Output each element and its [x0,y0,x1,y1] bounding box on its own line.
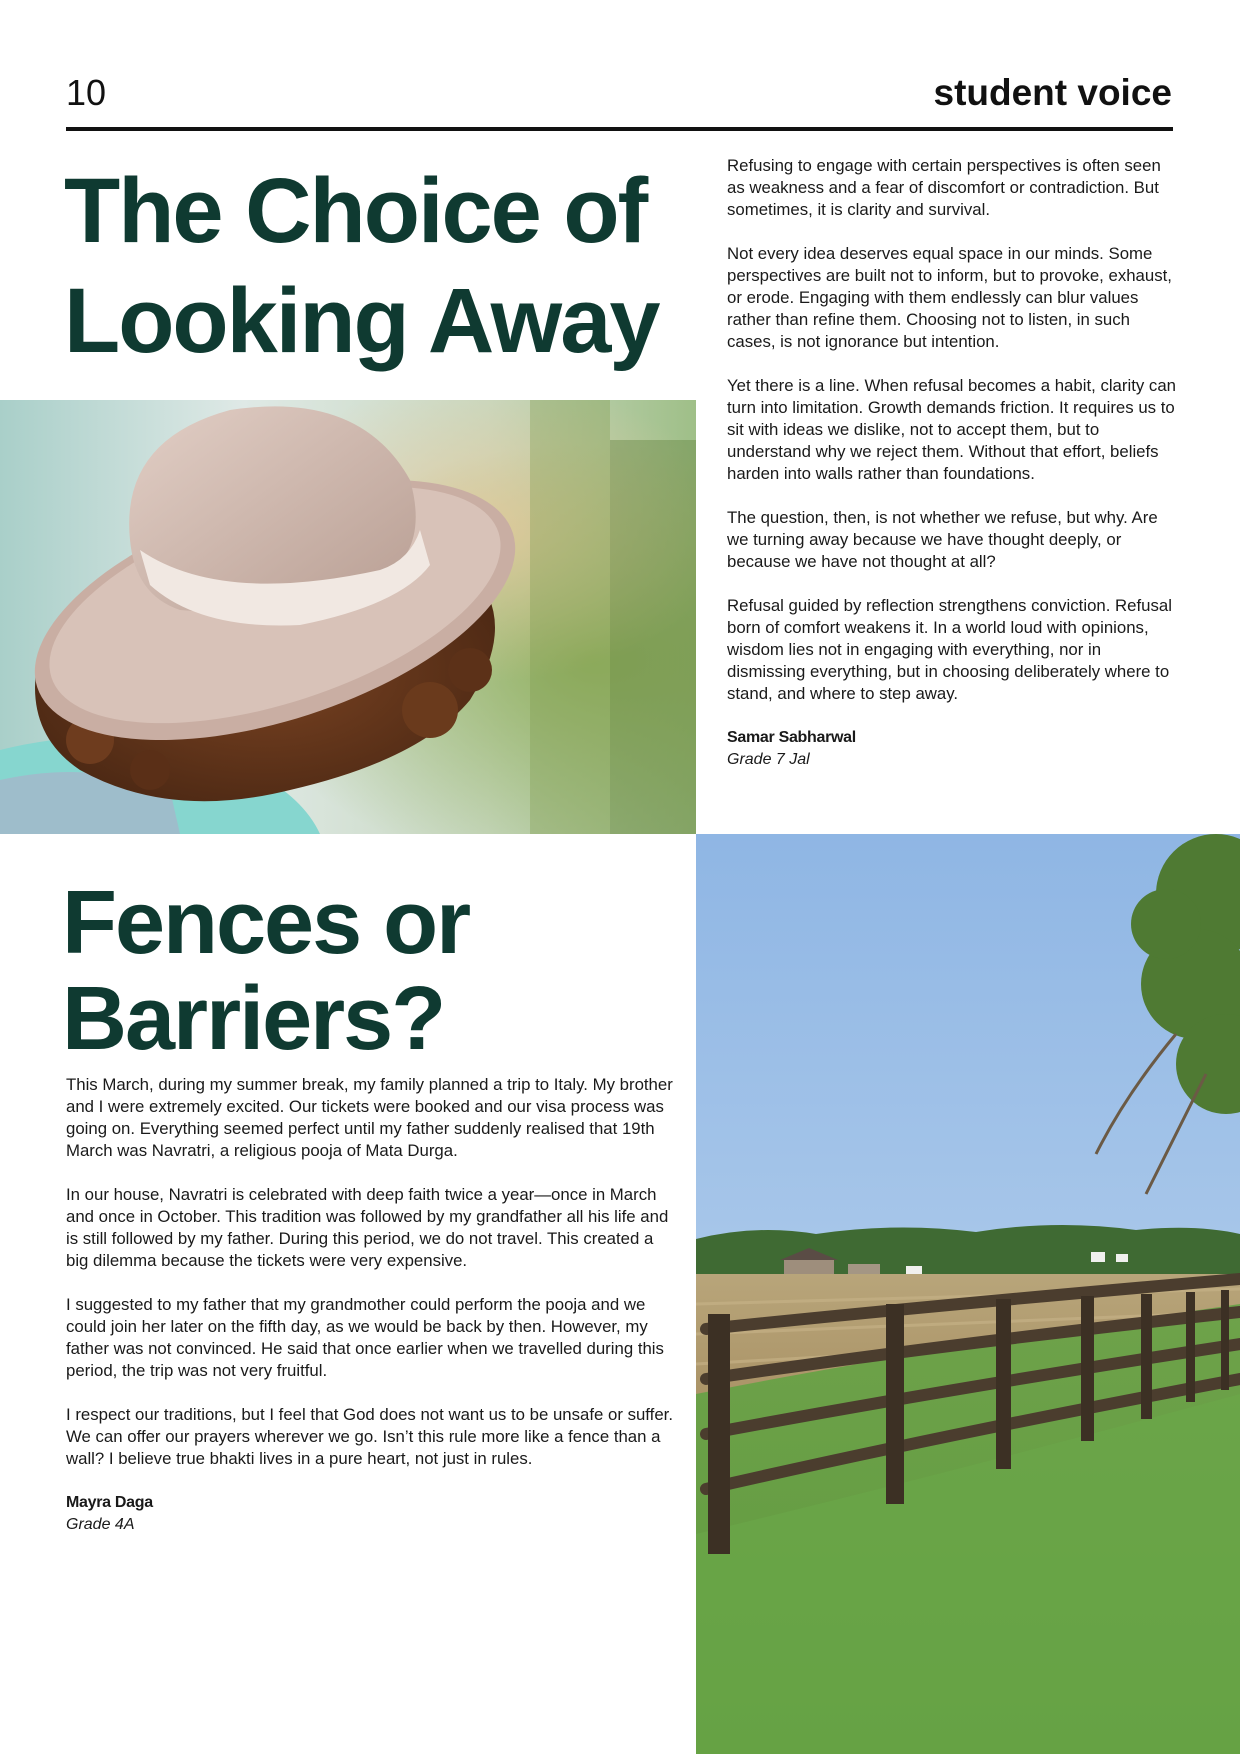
body-paragraph: Yet there is a line. When refusal becomes a habit, clarity can turn into limitation. Growth demands friction. It requires us to sit with ideas we dislike, not to accept them, but to understand why we reject them. Without that effort, beliefs harden into walls rather than foundations. [727,376,1176,483]
photo-fence-field [696,834,1240,1754]
article-body-fences [66,1074,676,1536]
section-label: student voice [933,72,1172,113]
body-paragraph: The question, then, is not whether we refuse, but why. Are we turning away because we have thought deeply, or because we have not thought at all? [727,508,1158,571]
author-name: Samar Sabharwal [727,729,856,746]
photo-person-in-hat [0,400,696,834]
author-grade: Grade 4A [66,1516,135,1533]
article-body-choice [727,155,1179,771]
article-title-choice [64,160,659,372]
body-paragraph: I respect our traditions, but I feel that God does not want us to be unsafe or suffer. We can offer our prayers wherever we go. Isn’t this rule more like a fence than a wall? I believe true bhakti lives in a pure heart, not just in rules. [66,1405,673,1468]
body-paragraph: In our house, Navratri is celebrated with deep faith twice a year—once in March and once in October. This tradition was followed by my grandfather all his life and is still followed by my father. During this period, we do not travel. This created a big dilemma because the tickets were very expensive. [66,1185,669,1270]
article-title-line: Fences or [62,873,470,973]
article-title-fences [62,873,470,1069]
page-number: 10 [66,72,107,113]
header-rule [66,127,1173,131]
article-title-line: Looking Away [64,270,659,372]
body-paragraph: This March, during my summer break, my family planned a trip to Italy. My brother and I were extremely excited. Our tickets were booked and our visa process was going on. Everything seemed perfect until my father suddenly realised that 19th March was Navratri, a religious pooja of Mata Durga. [66,1075,673,1160]
body-paragraph: Not every idea deserves equal space in our minds. Some perspectives are built not to inform, but to provoke, exhaust, or erode. Engaging with them endlessly can blur values rather than refine them. Choosing not to listen, in such cases, is not ignorance but intention. [727,244,1172,351]
body-paragraph: I suggested to my father that my grandmother could perform the pooja and we could join her later on the fifth day, as we would be back by then. However, my father was not convinced. He said that once earlier when we travelled during this period, the trip was not very fruitful. [66,1295,664,1380]
article-title-line: The Choice of [64,160,647,262]
article-title-line: Barriers? [62,969,445,1069]
author-grade: Grade 7 Jal [727,751,810,768]
body-paragraph: Refusing to engage with certain perspectives is often seen as weakness and a fear of discomfort or contradiction. But sometimes, it is clarity and survival. [727,156,1161,219]
body-paragraph: Refusal guided by reflection strengthens conviction. Refusal born of comfort weakens it. In a world loud with opinions, wisdom lies not in engaging with everything, nor in dismissing everything, but in choosing deliberately where to stand, and where to step away. [727,596,1172,703]
author-name: Mayra Daga [66,1494,153,1511]
